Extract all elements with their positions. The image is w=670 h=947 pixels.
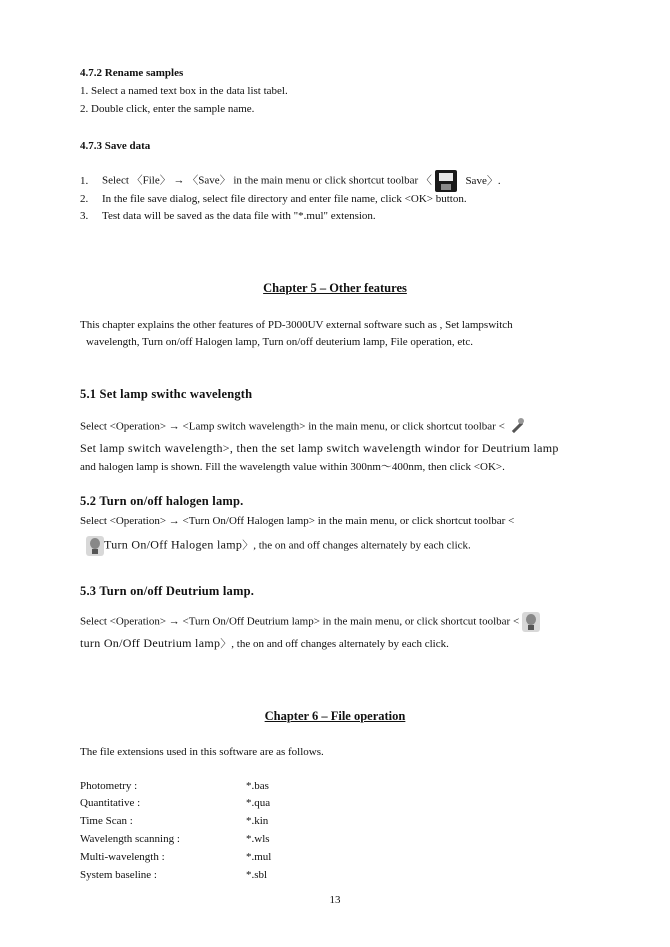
section-heading-5-1: 5.1 Set lamp swithc wavelength	[80, 387, 253, 401]
extension-value: *.sbl	[246, 869, 268, 881]
extension-type-label: Time Scan :	[80, 815, 133, 827]
deutrium-line-1	[80, 612, 540, 632]
deutrium-line-1-text: Select <Operation> → <Turn On/Off Deutrium lamp> in the main menu, or click shortcut toolbar <	[80, 615, 520, 628]
extension-value: *.wls	[246, 833, 270, 845]
rename-step-1: 1. Select a named text box in the data list tabel.	[80, 85, 288, 97]
floppy-disk-icon	[435, 170, 457, 192]
extension-value: *.bas	[246, 780, 269, 792]
lamp-switch-line-3: and halogen lamp is shown. Fill the wavelength value within 300nm～400nm, then click <OK>.	[80, 461, 505, 473]
light-bulb-icon	[86, 536, 104, 556]
extension-type-label: Multi-wavelength :	[80, 851, 165, 863]
chapter-5-title: Chapter 5 – Other features	[263, 281, 407, 295]
extension-value: *.qua	[246, 797, 271, 809]
save-step-1-text-b: Save〉.	[465, 174, 501, 187]
rename-step-2: 2. Double click, enter the sample name.	[80, 103, 255, 115]
extension-type-label: Wavelength scanning :	[80, 833, 180, 845]
chapter-5-intro-line-1: This chapter explains the other features of PD-3000UV external software such as , Set lampswitch	[80, 319, 513, 331]
page-number: 13	[329, 894, 341, 906]
deutrium-line-2	[80, 636, 449, 651]
section-heading-5-2: 5.2 Turn on/off halogen lamp.	[80, 494, 244, 508]
save-step-1	[80, 170, 501, 192]
extension-type-label: Photometry :	[80, 780, 138, 792]
chapter-6-title: Chapter 6 – File operation	[264, 709, 406, 723]
lamp-switch-line-1	[80, 418, 526, 436]
extension-type-label: Quantitative :	[80, 797, 141, 809]
deutrium-line-2-text-a: turn On/Off Deutrium lamp	[80, 636, 221, 650]
list-number: 2.	[80, 193, 89, 205]
list-number: 1.	[80, 174, 89, 187]
light-bulb-icon	[522, 612, 540, 632]
save-step-2-text: In the file save dialog, select file directory and enter file name, click <OK> button.	[102, 193, 467, 205]
extension-type-label: System baseline :	[80, 869, 157, 881]
list-number: 3.	[80, 210, 89, 222]
save-step-3	[80, 209, 376, 223]
chapter-5-intro-line-2: wavelength, Turn on/off Halogen lamp, Turn on/off deuterium lamp, File operation, etc.	[86, 336, 473, 348]
halogen-line-1: Select <Operation> → <Turn On/Off Halogen lamp> in the main menu, or click shortcut toolbar <	[80, 515, 515, 527]
section-heading-5-3: 5.3 Turn on/off Deutrium lamp.	[80, 584, 255, 598]
magic-wand-icon	[508, 418, 526, 436]
halogen-line-2	[86, 536, 471, 556]
halogen-line-2-text-b: 〉, the on and off changes alternately by each click.	[242, 539, 471, 552]
extension-value: *.kin	[246, 815, 269, 827]
section-heading-4-7-2: 4.7.2 Rename samples	[80, 67, 184, 79]
extension-value: *.mul	[246, 851, 272, 863]
deutrium-line-2-text-b: 〉, the on and off changes alternately by each click.	[220, 638, 449, 650]
section-heading-4-7-3: 4.7.3 Save data	[80, 140, 151, 152]
save-step-2	[80, 192, 467, 206]
chapter-6-intro: The file extensions used in this software are as follows.	[80, 746, 324, 758]
save-step-1-text-a: Select 〈File〉 → 〈Save〉 in the main menu or click shortcut toolbar 〈	[102, 174, 432, 187]
halogen-line-2-text-a: Turn On/Off Halogen lamp	[104, 537, 243, 552]
save-step-3-text: Test data will be saved as the data file with "*.mul" extension.	[102, 210, 376, 222]
lamp-switch-line-1-text: Select <Operation> → <Lamp switch wavelength> in the main menu, or click shortcut toolbar <	[80, 420, 505, 433]
lamp-switch-line-2: Set lamp switch wavelength>, then the set lamp switch wavelength windor for Deutrium lamp	[80, 441, 559, 455]
